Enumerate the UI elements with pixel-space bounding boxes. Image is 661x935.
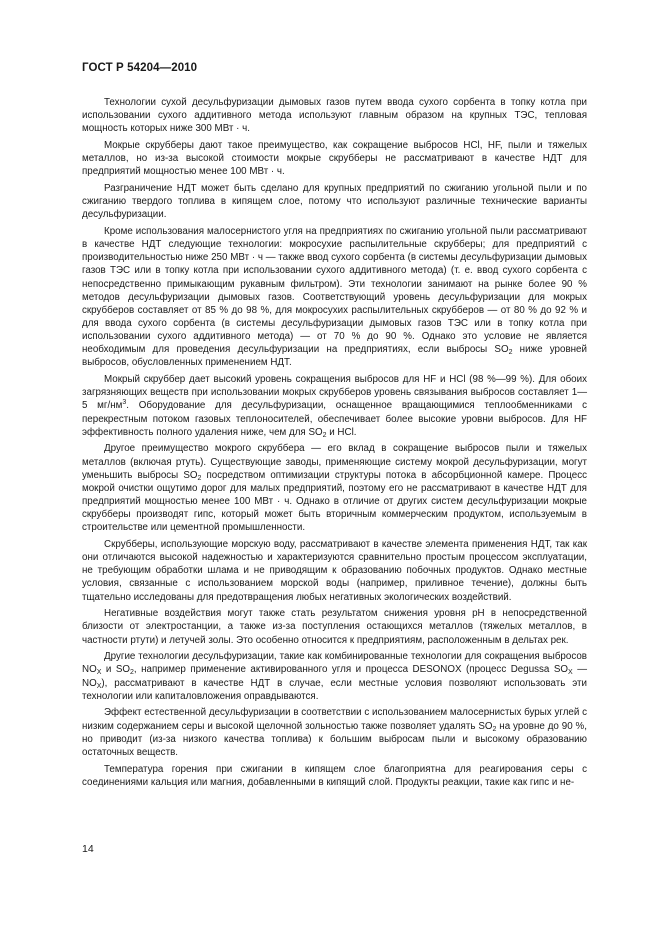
paragraph-low-sulfur-coal: Кроме использования малосернистого угля на предприятиях по сжиганию угольной пыли рассматривают в качестве НДТ следующие технологии: мокросухие распылительные скрубберы; для предприятий с производительностью ниже 250 МВт · ч — также ввод сухого сорбента (в системы десульфуризации дымовых газов ТЭС или в топку котла при использовании сухого аддитивного метода) (т. е. ввод сухого сорбента с непосредственно примыкающим рукавным фильтром). Эти технологии занимают на рынке более 90 % методов десульфуризации дымовых газов. Соответствующий уровень десульфуризации для мокрых скрубберов составляет от 85 % до 98 %, для мокросухих распылительных скрубберов — от 80 % до 92 % и для ввода сухого сорбента (в системы десульфуризации дымовых газов ТЭС или в топку котла при использовании сухого аддитивного метода) — от 70 % до 90 %. Однако это условие не является необходимым для проведения десульфуризации на предприятиях, если выбросы $SO_2$ ниже уровней выбросов, обусловленных применением НДТ. — [82, 225, 587, 369]
paragraph-wet-scrubbers: Мокрые скрубберы дают такое преимущество, как сокращение выбросов HCl, HF, пыли и тяжелых металлов, но из-за высокой стоимости мокрые скрубберы не рассматривают в качестве НДТ для предприятий мощностью менее 100 МВт · ч. — [82, 139, 587, 178]
paragraph-fluidized-bed: Температура горения при сжигании в кипящем слое благоприятна для реагирования серы с соединениями кальция или магния, добавленными в кипящий слой. Продукты реакции, такие как гипс и не- — [82, 763, 587, 788]
paragraph-wet-scrubber-hf-hcl: Мокрый скруббер дает высокий уровень сокращения выбросов для HF и HCl (98 %—99 %). Для обоих загрязняющих веществ при использовании мокрых скрубберов уровень связывания выбросов составляет 1—5 $мг/нм^3$. Оборудование для десульфуризации, оснащенное вращающимися теплообменниками с перекрестным потоком газовых теплоносителей, обеспечивает более высокие уровни выбросов. Для HF эффективность полного удаления ниже, чем для $SO_2$ и HCl. — [82, 374, 587, 439]
body-text — [82, 96, 587, 789]
page-number: 14 — [82, 843, 94, 855]
paragraph-bat-delimitation: Разграничение НДТ может быть сделано для крупных предприятий по сжиганию угольной пыли и по сжиганию твердого топлива в кипящем слое, потому что используют различные технические варианты десульфуризации. — [82, 182, 587, 221]
paragraph-wet-scrubber-advantage: Другое преимущество мокрого скруббера — его вклад в сокращение выбросов пыли и тяжелых металлов (включая ртуть). Существующие заводы, применяющие систему мокрой десульфуризации, могут уменьшить выбросы $SO_2$ посредством оптимизации структуры потока в абсорбционной камере. Процесс мокрой очистки ощутимо дорог для малых предприятий, поэтому его не рассматривают в качестве НДТ для предприятий мощностью менее 100 МВт · ч. Однако в отличие от других систем десульфуризации мокрые скрубберы производят гипс, который может быть вторичным коммерческим продуктом, используемым в строительстве или цементной промышленности. — [82, 443, 588, 534]
standard-header: ГОСТ Р 54204—2010 — [82, 62, 198, 74]
paragraph-dry-desulfurization: Технологии сухой десульфуризации дымовых газов путем ввода сухого сорбента в топку котла при использовании сухого аддитивного метода используют главным образом на крупных ТЭС, тепловая мощность которых ниже 300 МВт · ч. — [82, 97, 587, 135]
paragraph-negative-impacts: Негативные воздействия могут также стать результатом снижения уровня pH в непосредственной близости от электростанции, а также из-за поступления остающихся металлов (тяжелых металлов, в частности ртути) и летучей золы. Это особенно относится к предприятиям, расположенным в дельтах рек. — [82, 608, 587, 646]
paragraph-natural-desulfurization: Эффект естественной десульфуризации в соответствии с использованием малосернистых бурых углей с низким содержанием серы и высокой щелочной зольностью также позволяет удалять $SO_2$ на уровне до 90 %, но приводит (из-за низкого качества топлива) к большим выбросам пыли и высокому образованию остаточных веществ. — [82, 707, 587, 758]
paragraph-seawater-scrubbers: Скрубберы, использующие морскую воду, рассматривают в качестве элемента применения НДТ, так как они отличаются высокой надежностью и характеризуются сравнительно простым процессом эксплуатации, не требующим обработки шлама и не приводящим к образованию побочных продуктов. Однако местные условия, связанные с использованием морской воды (например, приливное течение), должны быть тщательно исследованы для предотвращения любых негативных экологических воздействий. — [82, 539, 587, 603]
paragraph-combined-technologies: Другие технологии десульфуризации, такие как комбинированные технологии для сокращения выбросов $NO_X$ и $SO_2$, например применение активированного угля и процесса DESONOX (процесс Degussa $SO_X$ — $NO_X$), рассматривают в качестве НДТ в случае, если местные условия позволяют использовать эти технологии или капиталовложения оправдываются. — [82, 651, 587, 702]
